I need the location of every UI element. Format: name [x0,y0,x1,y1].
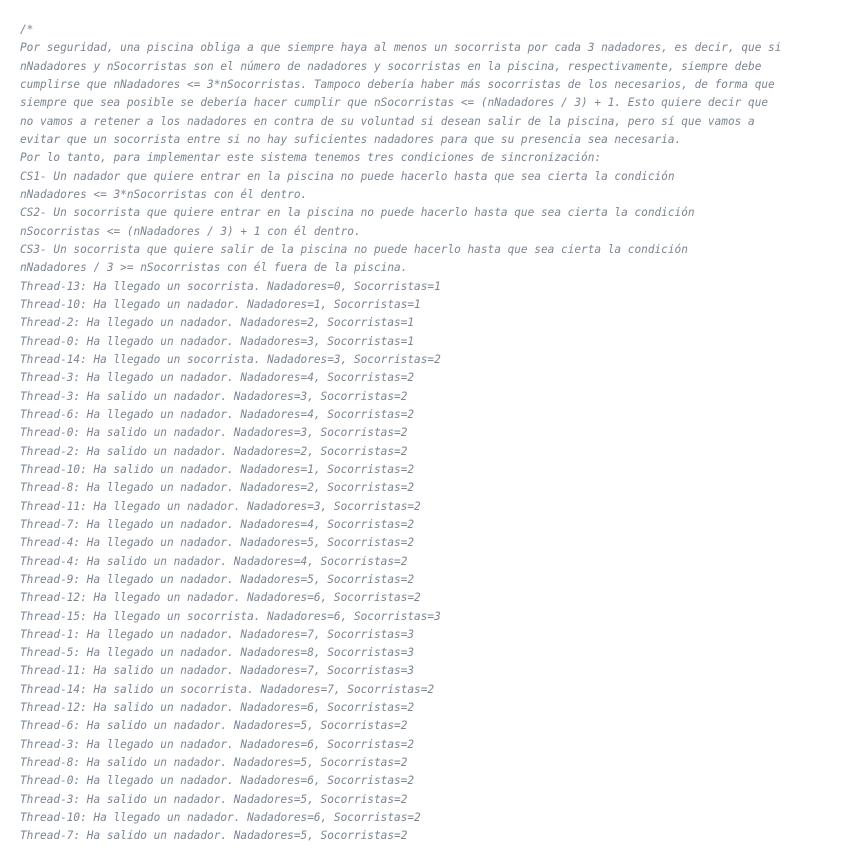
code-line: Thread-7: Ha llegado un nadador. Nadadores=4, Socorristas=2 [20,517,415,531]
code-line: Thread-0: Ha llegado un nadador. Nadadores=3, Socorristas=1 [20,334,415,348]
code-line: CS1- Un nadador que quiere entrar en la piscina no puede hacerlo hasta que sea cierta la condición [20,169,675,183]
code-line: Por seguridad, una piscina obliga a que siempre haya al menos un socorrista por cada 3 nadadores, es decir, que si [20,41,782,55]
code-line: Thread-10: Ha llegado un nadador. Nadadores=1, Socorristas=1 [20,297,421,311]
code-line: Thread-8: Ha llegado un nadador. Nadadores=2, Socorristas=2 [20,481,415,495]
code-line: Thread-14: Ha llegado un socorrista. Nadadores=3, Socorristas=2 [20,352,441,366]
code-line: nNadadores / 3 >= nSocorristas con él fuera de la piscina. [20,261,408,275]
code-line: Thread-6: Ha salido un nadador. Nadadores=5, Socorristas=2 [20,719,408,733]
code-line: Thread-10: Ha salido un nadador. Nadadores=1, Socorristas=2 [20,462,415,476]
code-line: no vamos a retener a los nadadores en contra de su voluntad si desean salir de la piscina, pero sí que vamos a [20,114,755,128]
code-line: CS2- Un socorrista que quiere entrar en la piscina no puede hacerlo hasta que sea cierta la condición [20,206,695,220]
code-line: Thread-11: Ha llegado un nadador. Nadadores=3, Socorristas=2 [20,499,421,513]
code-line: Thread-6: Ha llegado un nadador. Nadadores=4, Socorristas=2 [20,407,415,421]
code-line: Thread-2: Ha salido un nadador. Nadadores=2, Socorristas=2 [20,444,408,458]
code-line: nNadadores y nSocorristas son el número de nadadores y socorristas en la piscina, respectivamente, siempre debe [20,59,762,73]
code-line: nNadadores <= 3*nSocorristas con él dentro. [20,187,308,201]
code-line: Thread-8: Ha salido un nadador. Nadadores=5, Socorristas=2 [20,756,408,770]
code-comment-block [20,21,848,846]
code-line: Thread-3: Ha salido un nadador. Nadadores=3, Socorristas=2 [20,389,408,403]
code-line: cumplirse que nNadadores <= 3*nSocorristas. Tampoco debería haber más socorristas de los necesarios, de forma que [20,77,775,91]
code-line: Thread-10: Ha llegado un nadador. Nadadores=6, Socorristas=2 [20,811,421,825]
code-line: Thread-0: Ha salido un nadador. Nadadores=3, Socorristas=2 [20,426,408,440]
code-line: Thread-13: Ha llegado un socorrista. Nadadores=0, Socorristas=1 [20,279,441,293]
code-line: /* [20,23,34,36]
code-line: Thread-14: Ha salido un socorrista. Nadadores=7, Socorristas=2 [20,682,435,696]
code-line: Thread-12: Ha llegado un nadador. Nadadores=6, Socorristas=2 [20,591,421,605]
code-line: Por lo tanto, para implementar este sistema tenemos tres condiciones de sincronización: [20,151,602,165]
code-line: Thread-1: Ha llegado un nadador. Nadadores=7, Socorristas=3 [20,627,415,641]
code-line: siempre que sea posible se debería hacer cumplir que nSocorristas <= (nNadadores / 3) + 1. Esto quiere decir que [20,96,769,110]
code-line: Thread-2: Ha llegado un nadador. Nadadores=2, Socorristas=1 [20,316,415,330]
code-line: Thread-0: Ha llegado un nadador. Nadadores=6, Socorristas=2 [20,774,415,788]
code-line: Thread-3: Ha llegado un nadador. Nadadores=4, Socorristas=2 [20,371,415,385]
code-line: nSocorristas <= (nNadadores / 3) + 1 con él dentro. [20,224,361,238]
code-line: Thread-7: Ha salido un nadador. Nadadores=5, Socorristas=2 [20,829,408,843]
code-line: Thread-9: Ha llegado un nadador. Nadadores=5, Socorristas=2 [20,572,415,586]
code-line: CS3- Un socorrista que quiere salir de la piscina no puede hacerlo hasta que sea cierta la condición [20,242,688,256]
code-line: Thread-5: Ha llegado un nadador. Nadadores=8, Socorristas=3 [20,646,415,660]
code-line: Thread-3: Ha salido un nadador. Nadadores=5, Socorristas=2 [20,792,408,806]
code-line: Thread-12: Ha salido un nadador. Nadadores=6, Socorristas=2 [20,701,415,715]
code-line: Thread-11: Ha salido un nadador. Nadadores=7, Socorristas=3 [20,664,415,678]
code-line: Thread-3: Ha llegado un nadador. Nadadores=6, Socorristas=2 [20,737,415,751]
code-line: evitar que un socorrista entre si no hay suficientes nadadores para que su presencia sea necesaria. [20,132,682,146]
code-line: Thread-4: Ha salido un nadador. Nadadores=4, Socorristas=2 [20,554,408,568]
code-line: Thread-15: Ha llegado un socorrista. Nadadores=6, Socorristas=3 [20,609,441,623]
code-line: Thread-4: Ha llegado un nadador. Nadadores=5, Socorristas=2 [20,536,415,550]
